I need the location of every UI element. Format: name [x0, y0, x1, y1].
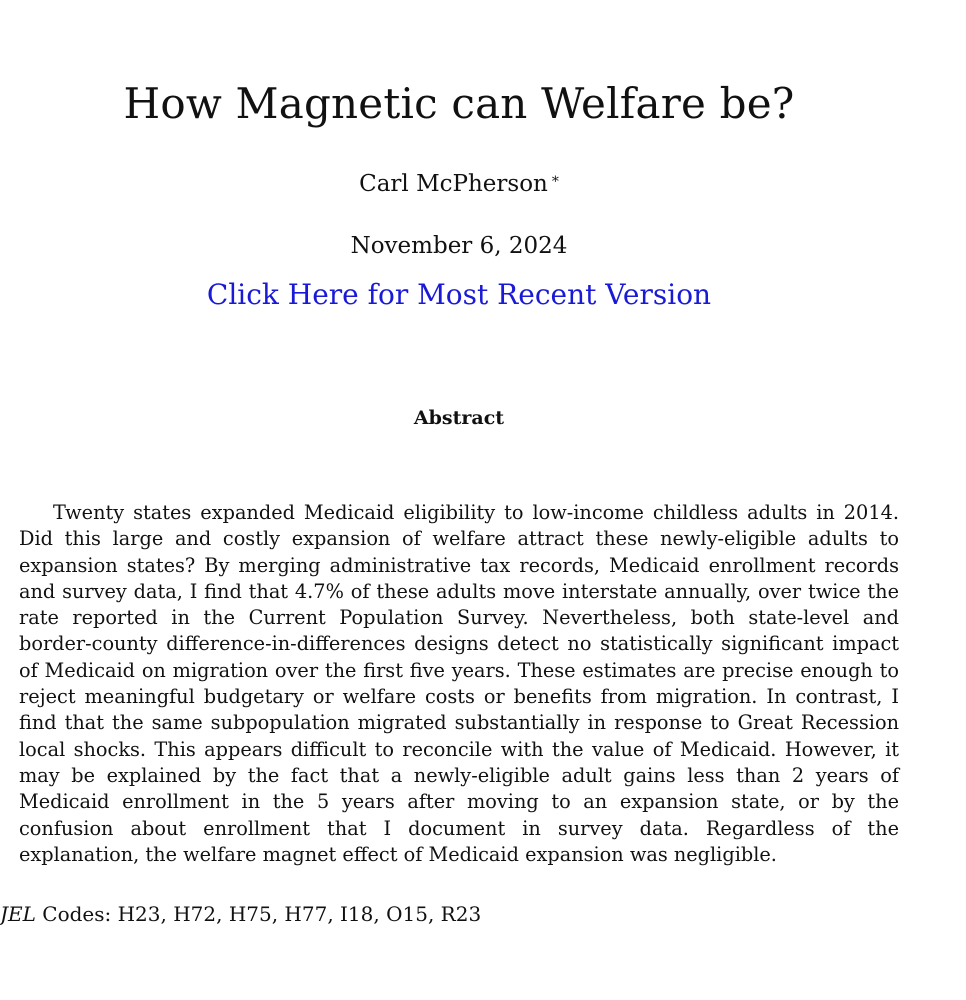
jel-codes — [0, 900, 481, 928]
most-recent-version-link[interactable]: Click Here for Most Recent Version — [206, 278, 712, 311]
abstract-heading: Abstract — [413, 407, 505, 429]
jel-label-italic: JEL — [0, 902, 36, 926]
author-name: Carl McPherson — [359, 171, 548, 197]
paper-title: How Magnetic can Welfare be? — [123, 79, 795, 128]
abstract-text: Twenty states expanded Medicaid eligibility to low-income childless adults in 2014. Did this large and costly expansion of welfare attract these newly-eligible adults to expansion states? By merging administrative tax records, Medicaid enrollment records and survey data, I find that 4.7% of these adults move interstate annually, over twice the rate reported in the Current Population Survey. Nevertheless, both state-level and border-county difference-in-differences designs detect no statistically significant impact of Medicaid on migration over the first five years. These estimates are precise enough to reject meaningful budgetary or welfare costs or benefits from migration. In contrast, I find that the same subpopulation migrated substantially in response to Great Recession local shocks. This appears difficult to reconcile with the value of Medicaid. However, it may be explained by the fact that a newly-eligible adult gains less than 2 years of Medicaid enrollment in the 5 years after moving to an expansion state, or by the confusion about enrollment that I document in survey data. Regardless of the explanation, the welfare magnet effect of Medicaid expansion was negligible. — [19, 501, 899, 866]
author-footnote-mark[interactable]: * — [551, 174, 559, 190]
author-line — [0, 168, 918, 200]
jel-label-rest: Codes: — [35, 902, 118, 926]
jel-code-list: H23, H72, H75, H77, I18, O15, R23 — [117, 902, 482, 926]
paper-date: November 6, 2024 — [350, 233, 568, 259]
